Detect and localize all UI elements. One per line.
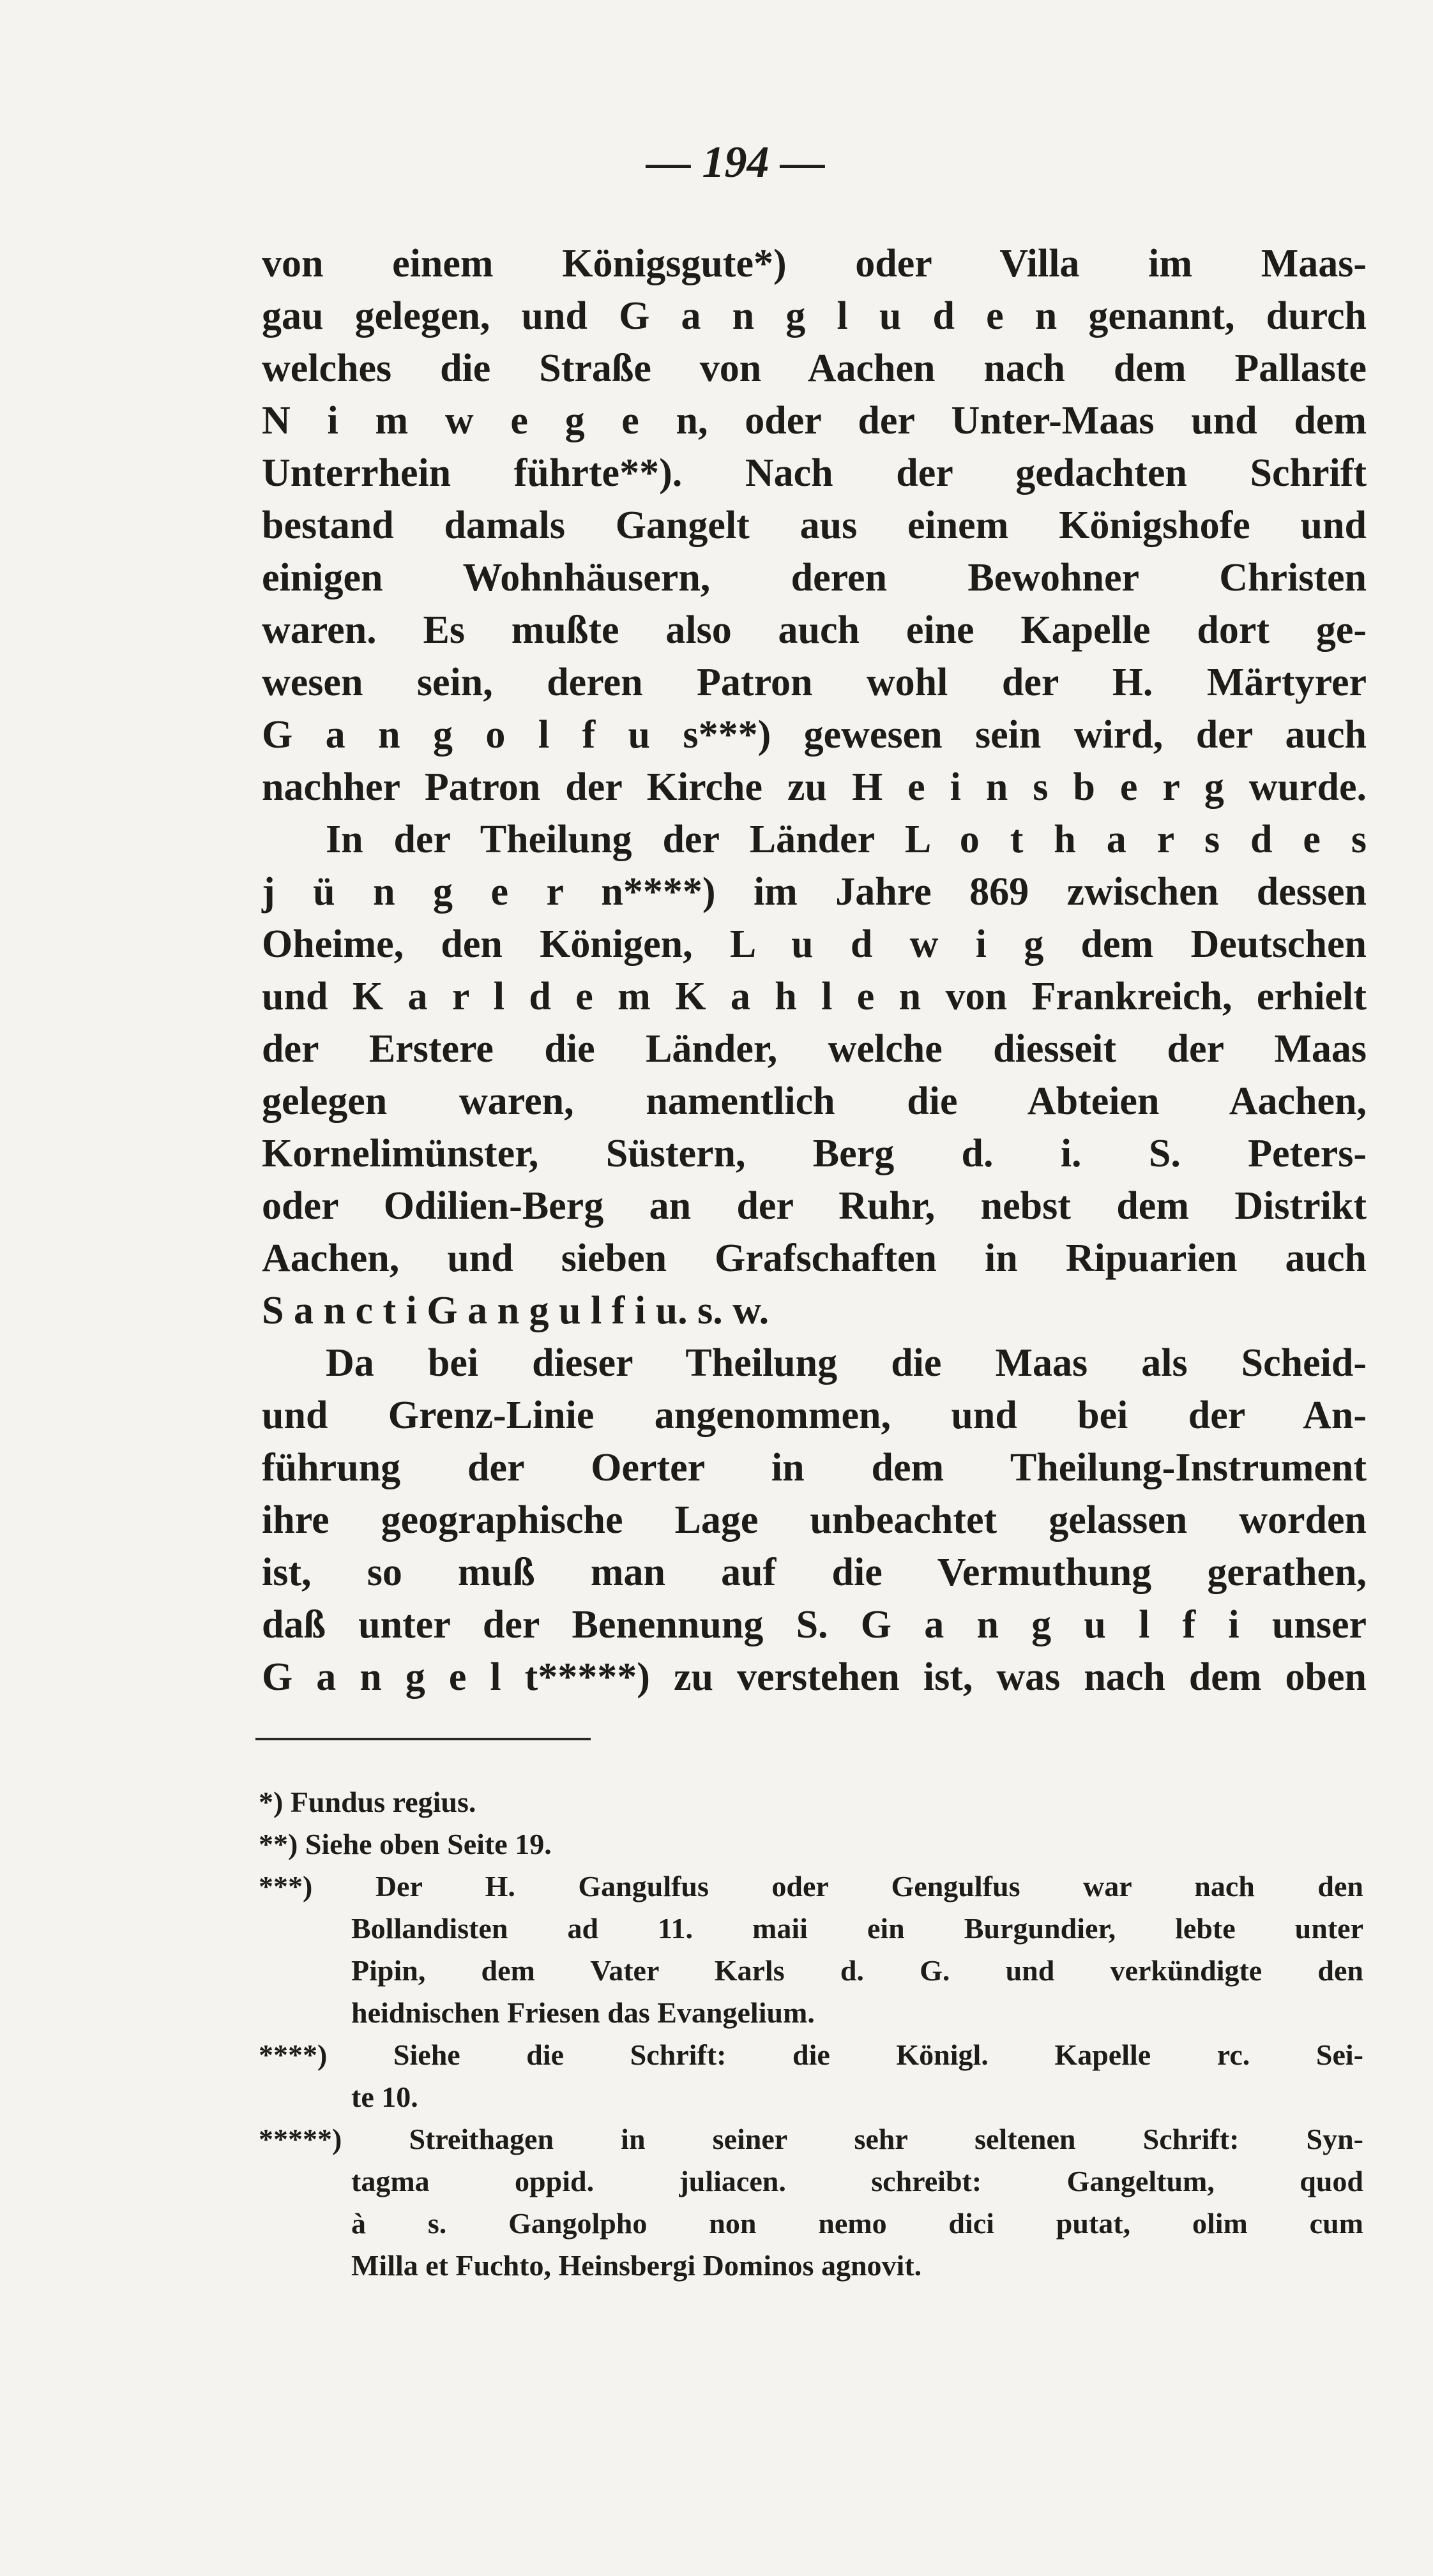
text-line: Da bei dieser Theilung die Maas als Scheid- — [326, 1341, 1367, 1385]
text-line: In der Theilung der Länder L o t h a r s d e s — [326, 818, 1367, 861]
text-line: oder Odilien-Berg an der Ruhr, nebst dem Distrikt — [262, 1184, 1367, 1228]
footnote-line: *) Fundus regius. — [259, 1786, 476, 1818]
text-line: Kornelimünster, Süstern, Berg d. i. S. Peters- — [262, 1132, 1367, 1175]
text-line: S a n c t i G a n g u l f i u. s. w. — [262, 1289, 770, 1332]
footnote-line: Milla et Fuchto, Heinsbergi Dominos agnovit. — [351, 2249, 922, 2282]
text-line: einigen Wohnhäusern, deren Bewohner Christen — [262, 556, 1367, 599]
footnote-line: **) Siehe oben Seite 19. — [259, 1828, 552, 1860]
footnotes-block — [259, 1781, 1363, 2287]
main-text-block — [262, 237, 1367, 1703]
text-line: G a n g o l f u s***) gewesen sein wird, der auch — [262, 713, 1367, 757]
footnote-line: te 10. — [351, 2081, 418, 2113]
text-line: j ü n g e r n****) im Jahre 869 zwischen dessen — [262, 870, 1367, 914]
text-line: welches die Straße von Aachen nach dem Pallaste — [262, 347, 1367, 390]
footnote-line: Bollandisten ad 11. maii ein Burgundier, lebte unter — [351, 1912, 1363, 1945]
footnote-line: heidnischen Friesen das Evangelium. — [351, 1996, 815, 2029]
text-line: der Erstere die Länder, welche diesseit der Maas — [262, 1027, 1367, 1071]
text-line: wesen sein, deren Patron wohl der H. Märtyrer — [262, 661, 1367, 704]
text-line: ihre geographische Lage unbeachtet gelassen worden — [262, 1498, 1367, 1542]
page-number: — 194 — — [646, 138, 825, 187]
text-line: und Grenz-Linie angenommen, und bei der An- — [262, 1394, 1367, 1437]
footnote-line: ***) Der H. Gangulfus oder Gengulfus war nach den — [259, 1870, 1363, 1902]
text-line: führung der Oerter in dem Theilung-Instrument — [262, 1446, 1367, 1489]
text-line: N i m w e g e n, oder der Unter-Maas und dem — [262, 399, 1367, 442]
text-line: Oheime, den Königen, L u d w i g dem Deutschen — [262, 923, 1367, 966]
text-line: ist, so muß man auf die Vermuthung gerathen, — [262, 1551, 1367, 1594]
text-line: waren. Es mußte also auch eine Kapelle dort ge- — [262, 608, 1367, 652]
text-line: daß unter der Benennung S. G a n g u l f i unser — [262, 1603, 1367, 1646]
text-line: und K a r l d e m K a h l e n von Frankreich, erhielt — [262, 975, 1367, 1018]
footnote-line: *****) Streithagen in seiner sehr seltenen Schrift: Syn- — [259, 2123, 1363, 2155]
text-line: Aachen, und sieben Grafschaften in Ripuarien auch — [262, 1237, 1367, 1280]
footnote-line: ****) Siehe die Schrift: die Königl. Kapelle rc. Sei- — [259, 2038, 1363, 2071]
footnote-line: tagma oppid. juliacen. schreibt: Gangeltum, quod — [351, 2165, 1363, 2197]
footnote-line: Pipin, dem Vater Karls d. G. und verkündigte den — [351, 1954, 1363, 1987]
text-line: gau gelegen, und G a n g l u d e n genannt, durch — [262, 294, 1367, 338]
footnote-divider — [255, 1738, 591, 1740]
text-line: Unterrhein führte**). Nach der gedachten Schrift — [262, 451, 1367, 495]
text-line: bestand damals Gangelt aus einem Königshofe und — [262, 504, 1367, 547]
footnote-line: à s. Gangolpho non nemo dici putat, olim cum — [351, 2207, 1363, 2240]
text-line: nachher Patron der Kirche zu H e i n s b e r g wurde. — [262, 765, 1367, 809]
text-line: von einem Königsgute*) oder Villa im Maas- — [262, 242, 1367, 285]
text-line: gelegen waren, namentlich die Abteien Aachen, — [262, 1080, 1367, 1123]
text-line: G a n g e l t*****) zu verstehen ist, was nach dem oben — [262, 1655, 1367, 1699]
